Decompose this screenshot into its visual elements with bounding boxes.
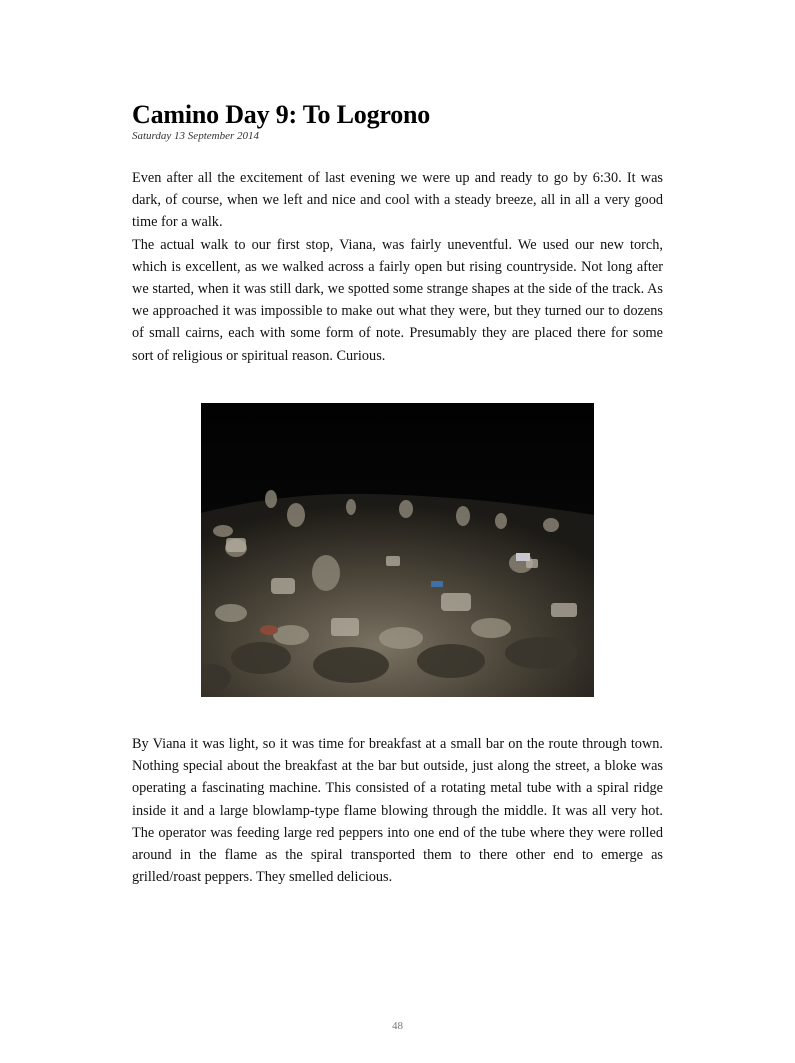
page-number: 48	[392, 1020, 403, 1032]
paragraph: By Viana it was light, so it was time for breakfast at a small bar on the route through town. Nothing special about the breakfast at the bar but outside, just along the street, a bloke was operating a fascinating machine. This consisted of a rotating metal tube with a spiral ridge inside it and a large blowlamp-type flame blowing through the middle. It was all very hot. The operator was feeding large red peppers into one end of the tube where they were rolled around in the flame as the spiral transported them to there other end to emerge as grilled/roast peppers. They smelled delicious.	[132, 736, 663, 886]
body-text-after-photo	[132, 733, 663, 888]
entry-date: Saturday 13 September 2014	[132, 130, 259, 142]
paragraph: The actual walk to our first stop, Viana, was fairly uneventful. We used our new torch, which is excellent, as we walked across a fairly open but rising countryside. Not long after we started, when it was still dark, we spotted some strange shapes at the side of the track. As we approached it was impossible to make out what they were, but they turned our to dozens of small cairns, each with some form of note. Presumably they are placed there for some sort of religious or spiritual reason. Curious.	[132, 236, 663, 364]
body-text-before-photo	[132, 167, 663, 367]
page-title: Camino Day 9: To Logrono	[132, 100, 431, 129]
cairns-photo-image	[201, 403, 594, 697]
paragraph: Even after all the excitement of last evening we were up and ready to go by 6:30. It was dark, of course, when we left and nice and cool with a steady breeze, all in all a very good time for a walk.	[132, 170, 663, 231]
cairns-photo	[201, 403, 594, 697]
